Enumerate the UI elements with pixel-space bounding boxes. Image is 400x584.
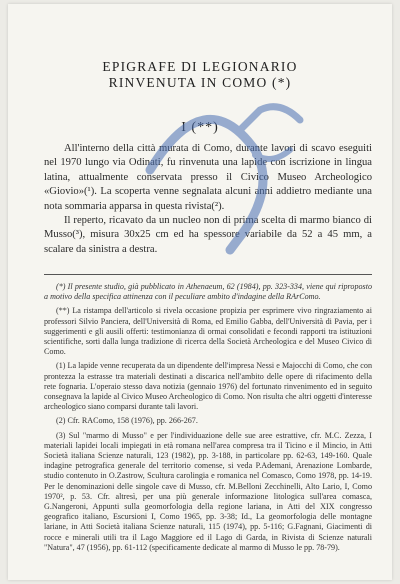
footnote-divider [44, 274, 372, 275]
paragraph: Il reperto, ricavato da un nucleo non di prima scelta di marmo bianco di Musso(³), misura 30x25 cm ed ha spessore variabile da 52 a 45 mm, a scalare da sinistra a destra. [44, 215, 372, 255]
footnote: (**) La ristampa dell'articolo si rivela occasione propizia per esprimere vivo ringraziamento ai professori Silvio Panciera, dell'Università di Roma, ed Emilio Gabba, dell'Università di Pavia, per i suggerimenti e gli ausili offerti: testimonianza di ormai consolidati e fecondi rapporti tra istituzioni scientifiche, sorti dalla lunga tradizione di ricerca della Società Archeologica e del Museo Civico di Como. [44, 306, 372, 357]
section-heading: I (**) [181, 120, 219, 135]
footnotes [44, 282, 372, 557]
footnote: (2) Cfr. RAComo, 158 (1976), pp. 266-267. [56, 416, 198, 426]
footnote: (*) Il presente studio, già pubblicato in Athenaeum, 62 (1984), pp. 323-334, viene qui riproposto a motivo della specifica attinenza con il peculiare ambito d'indagine della RArComo. [44, 282, 372, 302]
main-text [44, 142, 372, 257]
footnote: (3) Sul "marmo di Musso" e per l'individuazione delle sue aree estrattive, cfr. M.C. Zezza, I materiali lapidei locali impiegati in età romana nell'area compresa tra il Ticino e il Mincio, in Atti Società italiana Scienze naturali, 123 (1982), pp. 3-188, in particolare pp. 62-63, 149-160. Quale indagine petrografica generale del territorio comense, si veda P.Ademani, Arenazione Lombarde, studio contenuto in O.Zastrow, Scultura carolingia e romanica nel Comasco, Como 1978, pp. 14-19. Per le denominazioni delle singole cave di Musso, cfr. M.Belloni Zecchinelli, Alto Lario, I, Como 1970², p. 53. Cfr. altresì, per una più generale informazione litologica sull'area comasca, G.Nangeroni, Appunti sulla geomorfologia della regione lariana, in Atti del XIX congresso geografico italiano, Escursioni I, Como 1965, pp. 3-38; Id., La geomorfologia delle montagne lariane, in Atti Società italiana Scienze naturali, 115 (1974), pp. 5-116; G.Fagnani, Giacimenti di rocce e minerali utili tra il Lago Maggiore ed il Lago di Garda, in Rivista di Scienze naturali "Natura", 47 (1956), pp. 61-112 (specificamente dedicate al marmo di Musso le pp. 78-79). [44, 430, 372, 552]
paragraph: All'interno della città murata di Como, durante lavori di scavo eseguiti nel 1970 lungo via Odinati, fu rinvenuta una lapide con iscrizione in lingua latina, attualmente conservata presso il Civico Museo Archeologico «Giovio»(¹). La scoperta venne segnalata alcuni anni addietro mediante una nota sommaria apparsa in questa rivista(²). [44, 143, 372, 212]
article-title-line-2: RINVENUTA IN COMO (*) [108, 75, 292, 90]
footnote: (1) La lapide venne recuperata da un dipendente dell'impresa Nessi e Majocchi di Como, che con prontezza la estrasse tra materiali destinati a discarica nell'ambito delle opere di rifacimento della rete fognaria. L'operaio stesso dava notizia (gennaio 1976) del fortunato rinvenimento ed in seguito consegnava la lapide al Civico Museo Archeologico di Como. Non risulta che altri oggetti d'interesse archeologico siano comparsi durante tali lavori. [44, 361, 372, 412]
article-title-line-1: EPIGRAFE DI LEGIONARIO [102, 59, 298, 74]
